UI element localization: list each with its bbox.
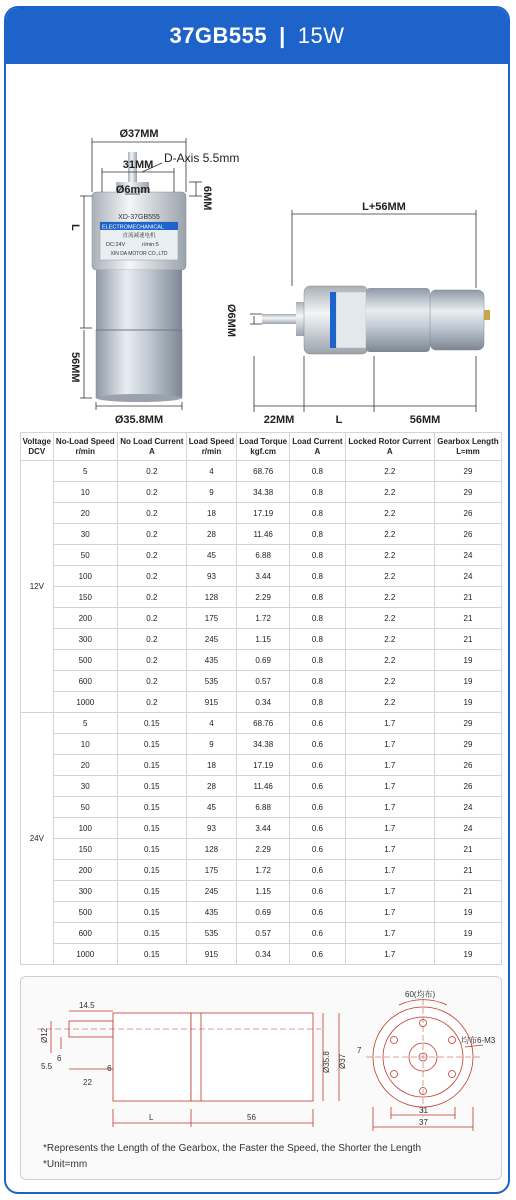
table-cell: 435 — [186, 650, 236, 671]
table-cell: 500 — [53, 902, 117, 923]
table-cell: 0.6 — [290, 923, 345, 944]
header-label: Load Speed — [188, 436, 235, 446]
table-cell: 26 — [434, 776, 501, 797]
table-cell: 600 — [53, 671, 117, 692]
dim-motor-length: 56MM — [69, 352, 81, 383]
table-row — [21, 734, 502, 755]
table-cell: 19 — [434, 650, 501, 671]
dim-shaft: Ø6mm — [115, 184, 151, 196]
table-cell: 29 — [434, 734, 501, 755]
table-cell: 0.57 — [237, 923, 290, 944]
table-cell: 0.2 — [117, 566, 186, 587]
table-cell: 34.38 — [237, 734, 290, 755]
drawing-dim-7: 7 — [357, 1046, 362, 1055]
header-unit: kgf.cm — [250, 446, 277, 456]
drawing-dim-6: 6 — [57, 1054, 62, 1063]
dim-d-axis: D-Axis 5.5mm — [164, 151, 240, 165]
table-cell: 17.19 — [237, 503, 290, 524]
table-cell: 50 — [53, 545, 117, 566]
table-cell: 0.6 — [290, 713, 345, 734]
table-cell: 0.6 — [290, 902, 345, 923]
table-cell: 0.8 — [290, 503, 345, 524]
table-row — [21, 944, 502, 965]
table-cell: 0.2 — [117, 503, 186, 524]
table-cell: 600 — [53, 923, 117, 944]
table-cell: 0.6 — [290, 944, 345, 965]
table-row — [21, 629, 502, 650]
table-cell: 19 — [434, 944, 501, 965]
drawing-dim-d35-8: Ø35.8 — [322, 1051, 331, 1073]
drawing-dim-holes: 均布6-M3 — [461, 1036, 496, 1045]
table-cell: 0.8 — [290, 692, 345, 713]
table-cell: 915 — [186, 692, 236, 713]
table-cell: 1.7 — [345, 818, 434, 839]
table-cell: 1.15 — [237, 629, 290, 650]
motor-photo-area — [6, 64, 508, 432]
table-cell: 535 — [186, 671, 236, 692]
table-cell: 2.2 — [345, 545, 434, 566]
header-label: Locked Rotor Current — [348, 436, 432, 446]
table-cell: 0.8 — [290, 566, 345, 587]
table-cell: 500 — [53, 650, 117, 671]
table-cell: 1.15 — [237, 881, 290, 902]
header-unit: A — [314, 446, 321, 456]
dim-bolt-circle: 31MM — [122, 159, 154, 171]
table-cell: 1.7 — [345, 797, 434, 818]
table-cell: 0.8 — [290, 524, 345, 545]
drawing-dim-d37: Ø37 — [338, 1053, 347, 1069]
dim-shaft-length: 22MM — [263, 414, 295, 426]
table-cell: 100 — [53, 566, 117, 587]
table-cell: 2.2 — [345, 482, 434, 503]
label-model: XD-37GB555 — [118, 214, 160, 221]
dim-side-shaft: Ø6MM — [225, 304, 237, 337]
table-cell: 20 — [53, 503, 117, 524]
table-row — [21, 776, 502, 797]
power-rating: 15W — [297, 23, 345, 48]
table-cell: 0.15 — [117, 881, 186, 902]
table-header-cell — [53, 433, 117, 461]
header-unit: r/min — [201, 446, 222, 456]
dim-total-length: L+56MM — [362, 201, 406, 213]
table-cell: 19 — [434, 671, 501, 692]
table-header-row — [21, 433, 502, 461]
table-cell: 19 — [434, 902, 501, 923]
header-label: Load Torque — [239, 436, 288, 446]
label-speed: r/min:5 — [142, 242, 159, 248]
table-cell: 1.7 — [345, 734, 434, 755]
label-maker: XIN DA MOTOR CO.,LTD — [110, 251, 168, 257]
table-cell: 0.15 — [117, 902, 186, 923]
side-can-upper — [366, 288, 430, 352]
table-cell: 93 — [186, 566, 236, 587]
table-cell: 0.2 — [117, 692, 186, 713]
table-cell: 0.6 — [290, 776, 345, 797]
table-row — [21, 818, 502, 839]
table-row — [21, 650, 502, 671]
table-cell: 0.15 — [117, 923, 186, 944]
drawing-dim-31: 31 — [419, 1106, 428, 1115]
table-header-cell — [21, 433, 54, 461]
table-cell: 45 — [186, 797, 236, 818]
table-cell: 535 — [186, 923, 236, 944]
table-cell: 0.2 — [117, 608, 186, 629]
table-row — [21, 755, 502, 776]
table-cell: 0.2 — [117, 524, 186, 545]
voltage-cell: 12V — [21, 461, 54, 713]
table-cell: 17.19 — [237, 755, 290, 776]
side-can-lower — [430, 290, 484, 350]
header-label: Load Current — [292, 436, 343, 446]
note-unit: *Unit=mm — [43, 1159, 88, 1170]
header-label: Gearbox Length — [437, 436, 499, 446]
table-cell: 1.7 — [345, 881, 434, 902]
table-cell: 9 — [186, 482, 236, 503]
table-cell: 2.2 — [345, 524, 434, 545]
header-unit: A — [148, 446, 155, 456]
table-cell: 0.2 — [117, 629, 186, 650]
table-row — [21, 608, 502, 629]
table-cell: 30 — [53, 776, 117, 797]
label-voltage: DC:24V — [106, 242, 126, 248]
table-cell: 10 — [53, 734, 117, 755]
table-cell: 2.29 — [237, 839, 290, 860]
table-cell: 128 — [186, 587, 236, 608]
table-cell: 50 — [53, 797, 117, 818]
table-cell: 1.7 — [345, 923, 434, 944]
table-header-cell — [434, 433, 501, 461]
table-cell: 175 — [186, 860, 236, 881]
title-bar — [6, 8, 508, 64]
table-cell: 435 — [186, 902, 236, 923]
table-row — [21, 692, 502, 713]
table-cell: 1.7 — [345, 839, 434, 860]
table-cell: 26 — [434, 755, 501, 776]
table-cell: 6.88 — [237, 797, 290, 818]
dim-gearbox-length: L — [69, 224, 81, 231]
header-unit: r/min — [75, 446, 96, 456]
table-cell: 21 — [434, 860, 501, 881]
table-cell: 0.2 — [117, 587, 186, 608]
spec-table — [20, 432, 502, 965]
table-cell: 1000 — [53, 944, 117, 965]
table-cell: 0.8 — [290, 545, 345, 566]
drawing-dim-22: 22 — [83, 1078, 92, 1087]
table-cell: 68.76 — [237, 461, 290, 482]
table-cell: 18 — [186, 503, 236, 524]
table-header-cell — [290, 433, 345, 461]
table-cell: 9 — [186, 734, 236, 755]
table-cell: 1.7 — [345, 713, 434, 734]
voltage-cell: 24V — [21, 713, 54, 965]
table-cell: 0.15 — [117, 797, 186, 818]
table-cell: 0.69 — [237, 650, 290, 671]
header-unit: L≈mm — [456, 446, 480, 456]
motor-photo — [6, 64, 508, 432]
table-cell: 0.34 — [237, 692, 290, 713]
table-cell: 29 — [434, 482, 501, 503]
table-cell: 11.46 — [237, 776, 290, 797]
table-cell: 0.2 — [117, 545, 186, 566]
table-row — [21, 524, 502, 545]
table-cell: 2.2 — [345, 629, 434, 650]
table-cell: 30 — [53, 524, 117, 545]
table-cell: 0.2 — [117, 461, 186, 482]
dim-shaft-boss: 6MM — [201, 186, 213, 211]
table-cell: 0.6 — [290, 881, 345, 902]
drawing-dim-5-5: 5.5 — [41, 1062, 53, 1071]
table-cell: 34.38 — [237, 482, 290, 503]
header-unit: A — [386, 446, 393, 456]
table-cell: 200 — [53, 860, 117, 881]
product-card — [4, 6, 510, 1194]
table-cell: 1.7 — [345, 902, 434, 923]
table-cell: 245 — [186, 629, 236, 650]
table-cell: 21 — [434, 587, 501, 608]
table-cell: 300 — [53, 881, 117, 902]
table-cell: 21 — [434, 839, 501, 860]
table-cell: 26 — [434, 503, 501, 524]
table-header-cell — [186, 433, 236, 461]
table-cell: 19 — [434, 692, 501, 713]
note-gearbox: *Represents the Length of the Gearbox, the Faster the Speed, the Shorter the Length — [43, 1143, 422, 1154]
table-cell: 0.6 — [290, 839, 345, 860]
table-row — [21, 503, 502, 524]
label-chinese: 直流减速电机 — [122, 233, 156, 239]
table-cell: 0.8 — [290, 671, 345, 692]
header-unit: DCV — [28, 446, 46, 456]
table-row — [21, 482, 502, 503]
table-cell: 45 — [186, 545, 236, 566]
table-row — [21, 797, 502, 818]
table-cell: 0.8 — [290, 650, 345, 671]
table-cell: 19 — [434, 923, 501, 944]
table-cell: 1.7 — [345, 776, 434, 797]
drawing-dim-d12: Ø12 — [40, 1027, 49, 1043]
dim-body-diameter: Ø35.8MM — [114, 414, 164, 426]
header-label: No-Load Speed — [55, 436, 115, 446]
drawing-dim-14-5: 14.5 — [79, 1001, 95, 1010]
table-row — [21, 671, 502, 692]
table-cell: 5 — [53, 713, 117, 734]
table-cell: 0.6 — [290, 755, 345, 776]
table-header-cell — [345, 433, 434, 461]
table-cell: 0.8 — [290, 608, 345, 629]
table-cell: 0.8 — [290, 629, 345, 650]
table-cell: 20 — [53, 755, 117, 776]
table-cell: 24 — [434, 545, 501, 566]
table-cell: 0.6 — [290, 860, 345, 881]
table-cell: 0.8 — [290, 482, 345, 503]
table-cell: 150 — [53, 587, 117, 608]
table-cell: 1.72 — [237, 608, 290, 629]
table-cell: 128 — [186, 839, 236, 860]
table-cell: 5 — [53, 461, 117, 482]
table-cell: 0.15 — [117, 839, 186, 860]
table-cell: 0.15 — [117, 944, 186, 965]
table-cell: 24 — [434, 566, 501, 587]
dim-side-gearbox: L — [335, 414, 343, 426]
table-row — [21, 587, 502, 608]
table-cell: 0.6 — [290, 818, 345, 839]
table-cell: 68.76 — [237, 713, 290, 734]
spec-table-body — [21, 461, 502, 965]
table-cell: 4 — [186, 461, 236, 482]
table-cell: 4 — [186, 713, 236, 734]
table-cell: 2.2 — [345, 692, 434, 713]
table-row — [21, 839, 502, 860]
table-cell: 3.44 — [237, 818, 290, 839]
table-cell: 93 — [186, 818, 236, 839]
table-row — [21, 713, 502, 734]
motor-can-lower — [96, 330, 182, 398]
table-row — [21, 545, 502, 566]
table-cell: 24 — [434, 818, 501, 839]
table-cell: 2.2 — [345, 566, 434, 587]
table-cell: 21 — [434, 881, 501, 902]
table-row — [21, 461, 502, 482]
table-cell: 2.2 — [345, 608, 434, 629]
table-cell: 0.8 — [290, 461, 345, 482]
table-cell: 2.2 — [345, 503, 434, 524]
table-cell: 2.2 — [345, 650, 434, 671]
table-row — [21, 923, 502, 944]
table-row — [21, 860, 502, 881]
table-cell: 0.15 — [117, 755, 186, 776]
table-cell: 28 — [186, 776, 236, 797]
model-title: 37GB555 — [169, 23, 268, 48]
table-cell: 0.57 — [237, 671, 290, 692]
table-cell: 21 — [434, 608, 501, 629]
table-cell: 2.2 — [345, 587, 434, 608]
label-brand: ELECTROMECHANICAL — [102, 224, 165, 231]
table-cell: 2.2 — [345, 671, 434, 692]
technical-drawing — [20, 976, 502, 1180]
table-header-cell — [117, 433, 186, 461]
table-cell: 29 — [434, 713, 501, 734]
drawing-dim-56: 56 — [247, 1113, 256, 1122]
table-cell: 0.2 — [117, 671, 186, 692]
table-cell: 915 — [186, 944, 236, 965]
table-cell: 0.34 — [237, 944, 290, 965]
table-cell: 150 — [53, 839, 117, 860]
table-cell: 0.15 — [117, 713, 186, 734]
title-separator: | — [279, 23, 286, 48]
table-row — [21, 881, 502, 902]
table-cell: 0.15 — [117, 860, 186, 881]
table-header-cell — [237, 433, 290, 461]
table-cell: 28 — [186, 524, 236, 545]
table-cell: 1.7 — [345, 755, 434, 776]
table-cell: 100 — [53, 818, 117, 839]
side-motor — [262, 286, 490, 354]
table-cell: 2.29 — [237, 587, 290, 608]
table-cell: 0.6 — [290, 797, 345, 818]
table-cell: 0.15 — [117, 734, 186, 755]
dim-side-motor: 56MM — [409, 414, 441, 426]
table-cell: 0.15 — [117, 776, 186, 797]
drawing-dim-6b: 6 — [107, 1064, 112, 1073]
table-cell: 24 — [434, 797, 501, 818]
table-cell: 300 — [53, 629, 117, 650]
table-cell: 0.69 — [237, 902, 290, 923]
table-cell: 11.46 — [237, 524, 290, 545]
header-label: Voltage — [22, 436, 51, 446]
table-cell: 10 — [53, 482, 117, 503]
table-cell: 0.15 — [117, 818, 186, 839]
table-cell: 3.44 — [237, 566, 290, 587]
table-cell: 29 — [434, 461, 501, 482]
table-cell: 18 — [186, 755, 236, 776]
table-cell: 1.7 — [345, 944, 434, 965]
table-cell: 200 — [53, 608, 117, 629]
table-cell: 1.7 — [345, 860, 434, 881]
table-cell: 2.2 — [345, 461, 434, 482]
table-cell: 175 — [186, 608, 236, 629]
drawing-dim-37: 37 — [419, 1118, 428, 1127]
table-cell: 0.2 — [117, 650, 186, 671]
table-cell: 26 — [434, 524, 501, 545]
table-cell: 1000 — [53, 692, 117, 713]
table-row — [21, 902, 502, 923]
table-cell: 0.6 — [290, 734, 345, 755]
table-row — [21, 566, 502, 587]
table-cell: 245 — [186, 881, 236, 902]
table-cell: 0.8 — [290, 587, 345, 608]
drawing-dim-L: L — [149, 1113, 154, 1122]
motor-can-upper — [96, 270, 182, 330]
table-cell: 6.88 — [237, 545, 290, 566]
dim-outer-diameter: Ø37MM — [119, 128, 159, 140]
table-cell: 21 — [434, 629, 501, 650]
table-cell: 1.72 — [237, 860, 290, 881]
drawing-dim-angle: 60(均布) — [405, 990, 436, 999]
table-cell: 0.2 — [117, 482, 186, 503]
header-label: No Load Current — [120, 436, 184, 446]
